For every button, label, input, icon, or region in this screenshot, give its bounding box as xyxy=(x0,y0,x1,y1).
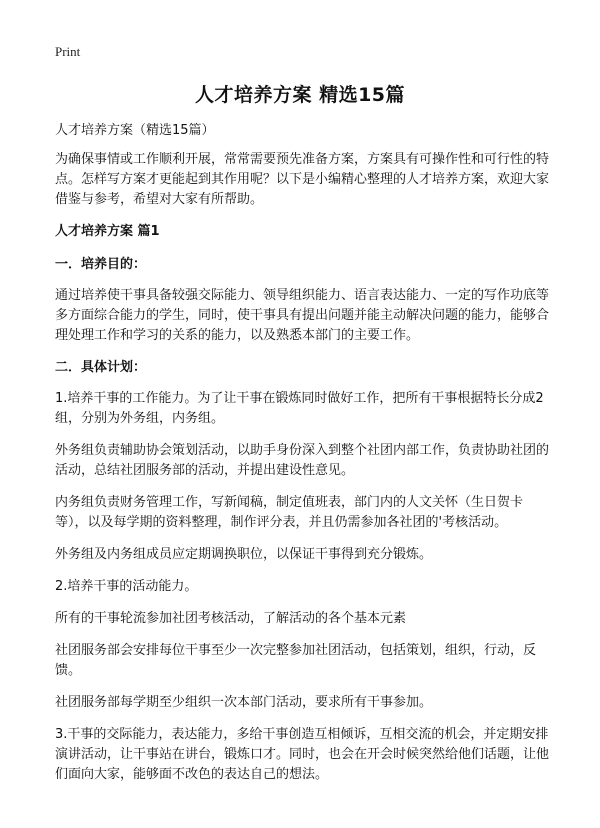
document-body xyxy=(55,121,550,797)
print-label[interactable]: Print xyxy=(55,44,81,59)
document-title: 人才培养方案 精选15篇 xyxy=(194,84,406,106)
plan-paragraph: 3.干事的交际能力，表达能力，多给干事创造互相倾诉，互相交流的机会，并定期安排演讲活动，让干事站在讲台，锻炼口才。同时，也会在开会时候突然给他们话题，让他们面向大家，能够面不改色的表达自己的想法。 xyxy=(55,727,550,782)
intro-paragraph: 为确保事情或工作顺利开展，常常需要预先准备方案，方案具有可操作性和可行性的特点。怎样写方案才更能起到其作用呢？以下是小编精心整理的人才培养方案，欢迎大家借鉴与参考，希望对大家有所帮助。 xyxy=(55,152,550,207)
plan-paragraph: 所有的干事轮流参加社团考核活动，了解活动的各个基本元素 xyxy=(55,611,407,626)
goal-heading: 一．培养目的： xyxy=(55,257,147,272)
plan-paragraph: 社团服务部每学期至少组织一次本部门活动，要求所有干事参加。 xyxy=(55,695,433,710)
plan-paragraph: 2.培养干事的活动能力。 xyxy=(55,579,198,594)
plan-paragraph: 外务组负责辅助协会策划活动，以助手身份深入到整个社团内部工作，负责协助社团的活动，总结社团服务部的活动，并提出建设性意见。 xyxy=(55,443,550,478)
document-subtitle: 人才培养方案（精选15篇） xyxy=(55,123,215,138)
section-heading: 人才培养方案 篇1 xyxy=(55,224,160,239)
plan-heading: 二．具体计划： xyxy=(55,360,147,375)
plan-paragraph: 1.培养干事的工作能力。为了让干事在锻炼同时做好工作，把所有干事根据特长分成2组，分别为外务组，内务组。 xyxy=(55,391,544,426)
plan-paragraph: 外务组及内务组成员应定期调换职位，以保证干事得到充分锻炼。 xyxy=(55,547,433,562)
plan-paragraph: 社团服务部会安排每位干事至少一次完整参加社团活动，包括策划，组织，行动，反馈。 xyxy=(55,643,537,678)
goal-paragraph: 通过培养使干事具备较强交际能力、领导组织能力、语言表达能力、一定的写作功底等多方面综合能力的学生，同时，使干事具有提出问题并能主动解决问题的能力，能够合理处理工作和学习的关系的能力，以及熟悉本部门的主要工作。 xyxy=(55,288,550,343)
plan-paragraph: 内务组负责财务管理工作，写新闻稿，制定值班表，部门内的人文关怀（生日贺卡等），以及每学期的资料整理，制作评分表，并且仍需参加各社团的'考核活动。 xyxy=(55,495,524,530)
